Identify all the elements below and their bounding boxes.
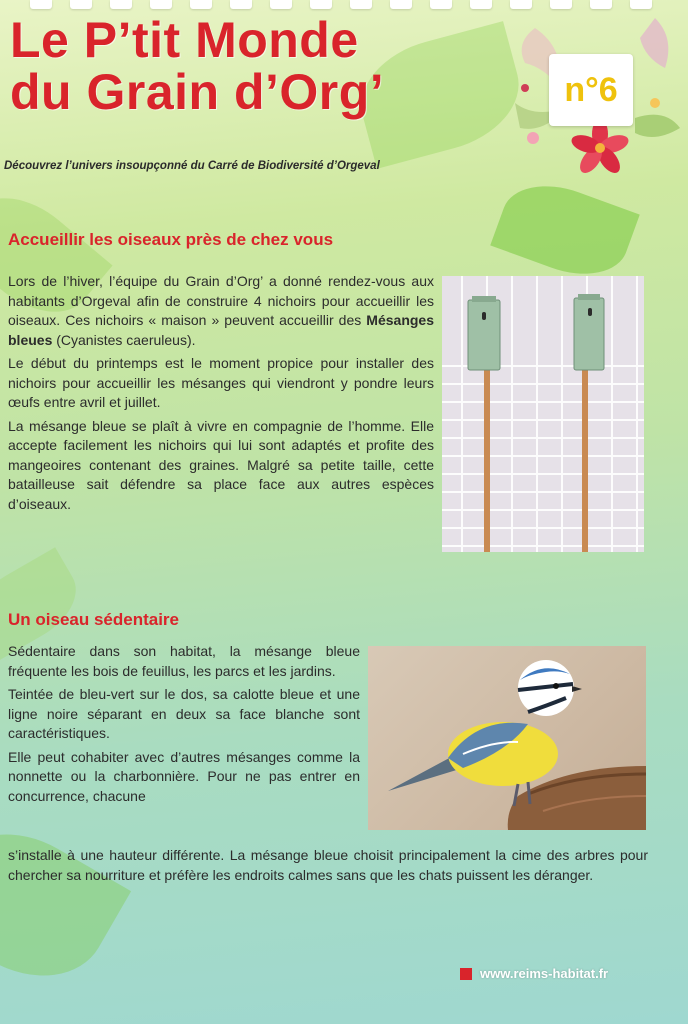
section2-text-upper <box>8 642 360 806</box>
blue-tit-photo <box>368 646 646 830</box>
page-title <box>10 14 480 118</box>
section2-paragraph-3: Elle peut cohabiter avec d’autres mésanges comme la nonnette ou la charbonnière. Pour ne pas entrer en concurrence, chacune <box>8 748 360 804</box>
nest-boxes-photo <box>442 276 644 552</box>
section2-paragraph-2: Teintée de bleu-vert sur le dos, sa calotte bleue et une ligne noire séparant en deux sa face blanche sont caractéristiques. <box>8 686 360 741</box>
footer-url[interactable]: www.reims-habitat.fr <box>480 966 609 981</box>
section1-text <box>8 272 434 518</box>
section1-paragraph-3: La mésange bleue se plaît à vivre en compagnie de l’homme. Elle accepte facilement les nichoirs qui lui sont adaptés et profite des mangeoires contenant des graines. Malgré sa petite taille, cette batailleuse sait défendre sa place face aux autres espèces d’oiseaux. <box>8 417 434 512</box>
section1-paragraph-1: Lors de l’hiver, l’équipe du Grain d’Org’ a donné rendez-vous aux habitants d’Orgeval afin de construire 4 nichoirs pour accueillir les oiseaux. Ces nichoirs « maison » peuvent accueillir des Mésanges bleues (Cyanistes caeruleus). <box>8 273 434 348</box>
section2-text-lower <box>8 846 648 889</box>
title-line-1: Le P’tit Monde <box>10 12 359 68</box>
subtitle: Découvrez l’univers insoupçonné du Carré de Biodiversité d’Orgeval <box>4 160 380 172</box>
section1-paragraph-2: Le début du printemps est le moment propice pour installer des nichoirs pour accueillir les mésanges qui viendront y pondre leurs œufs entre avril et juillet. <box>8 355 434 410</box>
blue-tit-illustration <box>368 646 646 830</box>
section2-paragraph-1: Sédentaire dans son habitat, la mésange bleue fréquente les bois de feuillus, les parcs et les jardins. <box>8 643 360 679</box>
species-name: Mésanges bleues <box>8 312 434 348</box>
section2-paragraph-4: s’installe à une hauteur différente. La mésange bleue choisit principalement la cime des arbres pour chercher sa nourriture et préfère les endroits calmes sans que les chats puissent les déranger. <box>8 847 648 883</box>
section2-heading: Un oiseau sédentaire <box>8 610 180 629</box>
footer-link[interactable] <box>460 966 608 981</box>
issue-badge: n°6 <box>549 54 633 126</box>
title-line-2: du Grain d’Org’ <box>10 64 385 120</box>
section1-heading: Accueillir les oiseaux près de chez vous <box>8 230 334 249</box>
red-square-icon <box>460 968 472 980</box>
wire-mesh <box>442 276 644 552</box>
leaf-decoration <box>490 170 640 290</box>
leaf-decoration <box>0 806 131 1004</box>
